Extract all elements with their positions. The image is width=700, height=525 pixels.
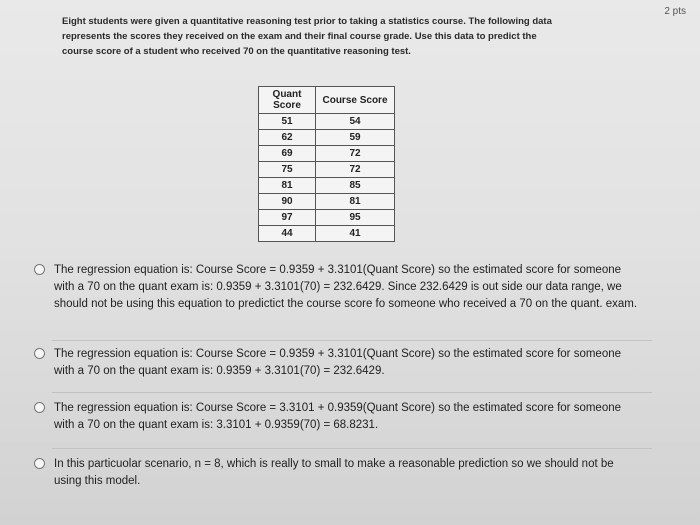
answer-option-4[interactable] (34, 456, 644, 490)
quant-cell: 97 (259, 210, 316, 226)
course-cell: 95 (316, 210, 395, 226)
course-cell: 72 (316, 146, 395, 162)
header-course-score: Course Score (316, 87, 395, 114)
quant-cell: 81 (259, 178, 316, 194)
table-row (259, 194, 395, 210)
quant-cell: 69 (259, 146, 316, 162)
data-table (258, 86, 395, 242)
course-cell: 54 (316, 114, 395, 130)
divider (52, 448, 652, 449)
table-row (259, 114, 395, 130)
table-row (259, 178, 395, 194)
radio-button[interactable] (34, 348, 45, 359)
course-cell: 41 (316, 226, 395, 242)
radio-button[interactable] (34, 458, 45, 469)
quant-cell: 51 (259, 114, 316, 130)
course-cell: 81 (316, 194, 395, 210)
points-label: 2 pts (664, 6, 686, 17)
table-row (259, 146, 395, 162)
divider (52, 340, 652, 341)
answer-option-2[interactable] (34, 346, 644, 380)
quant-cell: 62 (259, 130, 316, 146)
course-cell: 59 (316, 130, 395, 146)
radio-button[interactable] (34, 402, 45, 413)
header-quant-score: Quant Score (259, 87, 316, 114)
radio-button[interactable] (34, 264, 45, 275)
course-cell: 72 (316, 162, 395, 178)
table-header-row (259, 87, 395, 114)
table-row (259, 210, 395, 226)
answer-option-text: The regression equation is: Course Score = 0.9359 + 3.3101(Quant Score) so the estimated score for someone with a 70 on the quant exam is: 0.9359 + 3.3101(70) = 232.6429. Since 232.6429 is out side our data range, we should not be using this equation to predictict the course score fo someone who received a 70 on the quant. exam. (54, 264, 638, 310)
quant-cell: 44 (259, 226, 316, 242)
quant-cell: 90 (259, 194, 316, 210)
answer-option-text: The regression equation is: Course Score = 0.9359 + 3.3101(Quant Score) so the estimated score for someone with a 70 on the quant exam is: 0.9359 + 3.3101(70) = 232.6429. (54, 348, 622, 377)
answer-option-3[interactable] (34, 400, 644, 434)
table-row (259, 226, 395, 242)
quant-cell: 75 (259, 162, 316, 178)
table-row (259, 130, 395, 146)
answer-option-1[interactable] (34, 262, 644, 313)
divider (52, 392, 652, 393)
question-prompt: Eight students were given a quantitative reasoning test prior to taking a statistics course. The following data represents the scores they received on the exam and their final course grade. Use this data to predict the course score of a student who received 70 on the quantitative reasoning test. (62, 16, 552, 57)
course-cell: 85 (316, 178, 395, 194)
answer-option-text: In this particuolar scenario, n = 8, which is really to small to make a reasonable prediction so we should not be using this model. (54, 458, 614, 487)
answer-option-text: The regression equation is: Course Score = 3.3101 + 0.9359(Quant Score) so the estimated score for someone with a 70 on the quant exam is: 3.3101 + 0.9359(70) = 68.8231. (54, 402, 622, 431)
table-row (259, 162, 395, 178)
